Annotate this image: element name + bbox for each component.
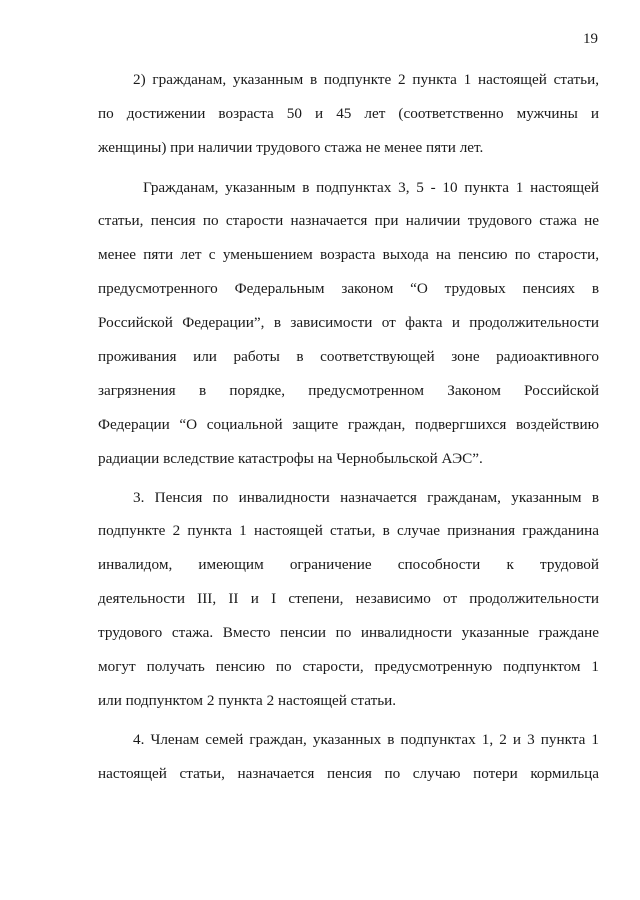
text-line: 4. Членам семей граждан, указанных в подпунктах 1, 2 и 3 пункта 1 bbox=[133, 731, 599, 748]
text-line: 2) гражданам, указанным в подпункте 2 пункта 1 настоящей статьи, bbox=[133, 71, 599, 88]
text-line: настоящей статьи, назначается пенсия по случаю потери кормильца bbox=[98, 765, 599, 782]
text-line: Российской Федерации”, в зависимости от факта и продолжительности bbox=[98, 314, 599, 331]
text-line: загрязнения в порядке, предусмотренном Законом Российской bbox=[98, 382, 599, 399]
text-line: или подпунктом 2 пункта 2 настоящей статьи. bbox=[98, 692, 397, 709]
text-line: менее пяти лет с уменьшением возраста выхода на пенсию по старости, bbox=[98, 246, 599, 263]
text-line: предусмотренного Федеральным законом “О трудовых пенсиях в bbox=[98, 280, 599, 297]
text-line: радиации вследствие катастрофы на Чернобыльской АЭС”. bbox=[98, 450, 483, 467]
text-line: женщины) при наличии трудового стажа не менее пяти лет. bbox=[98, 139, 484, 156]
text-line: Гражданам, указанным в подпунктах 3, 5 - 10 пункта 1 настоящей bbox=[143, 179, 599, 196]
text-line: Федерации “О социальной защите граждан, подвергшихся воздействию bbox=[98, 416, 599, 433]
text-line: трудового стажа. Вместо пенсии по инвалидности указанные граждане bbox=[98, 624, 599, 641]
text-line: 3. Пенсия по инвалидности назначается гражданам, указанным в bbox=[133, 489, 599, 506]
page-number: 19 bbox=[583, 31, 598, 47]
text-line: деятельности III, II и I степени, независимо от продолжительности bbox=[98, 590, 599, 607]
text-line: подпункте 2 пункта 1 настоящей статьи, в случае признания гражданина bbox=[98, 522, 599, 539]
text-line: статьи, пенсия по старости назначается при наличии трудового стажа не bbox=[98, 212, 599, 229]
text-line: проживания или работы в соответствующей зоне радиоактивного bbox=[98, 348, 599, 365]
text-line: инвалидом, имеющим ограничение способности к трудовой bbox=[98, 556, 599, 573]
text-line: по достижении возраста 50 и 45 лет (соответственно мужчины и bbox=[98, 105, 599, 122]
text-line: могут получать пенсию по старости, предусмотренную подпунктом 1 bbox=[98, 658, 599, 675]
